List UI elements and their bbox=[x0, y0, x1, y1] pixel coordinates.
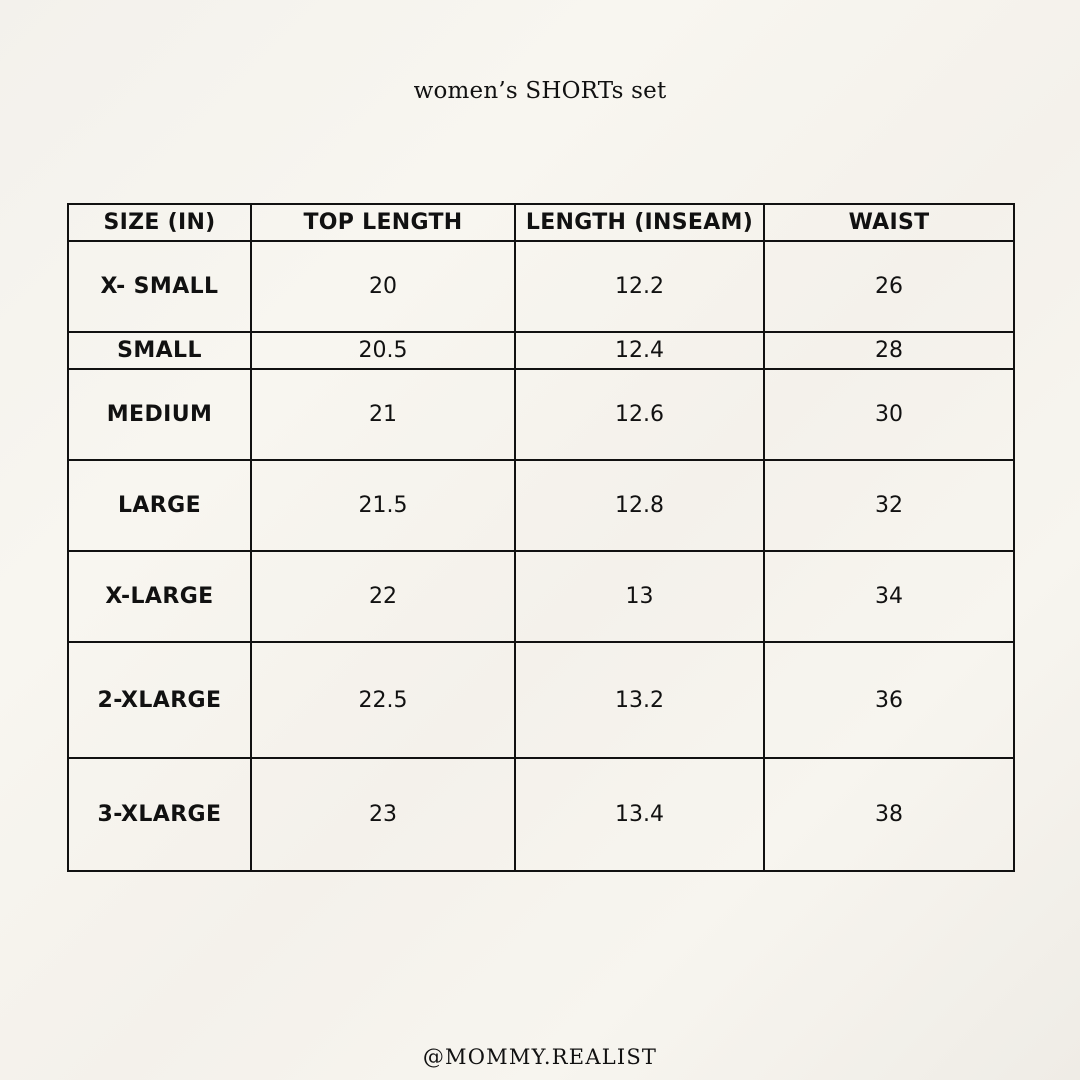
header-waist: WAIST bbox=[764, 204, 1014, 241]
header-top-length: TOP LENGTH bbox=[251, 204, 515, 241]
top-length-cell: 21 bbox=[251, 369, 515, 460]
waist-cell: 34 bbox=[764, 551, 1014, 642]
waist-cell: 30 bbox=[764, 369, 1014, 460]
page-title: women’s SHORTs set bbox=[413, 78, 667, 104]
waist-cell: 36 bbox=[764, 642, 1014, 758]
top-length-cell: 20 bbox=[251, 241, 515, 332]
waist-cell: 28 bbox=[764, 332, 1014, 369]
top-length-cell: 21.5 bbox=[251, 460, 515, 551]
size-cell: 2-XLARGE bbox=[68, 642, 251, 758]
table-row bbox=[68, 332, 1014, 369]
inseam-cell: 12.6 bbox=[515, 369, 764, 460]
inseam-cell: 13.4 bbox=[515, 758, 764, 871]
table-row bbox=[68, 460, 1014, 551]
table-row bbox=[68, 241, 1014, 332]
table-header-row bbox=[68, 204, 1014, 241]
table-row bbox=[68, 551, 1014, 642]
top-length-cell: 22 bbox=[251, 551, 515, 642]
footer-handle: @MOMMY.REALIST bbox=[422, 1045, 658, 1069]
header-size: SIZE (IN) bbox=[68, 204, 251, 241]
inseam-cell: 12.2 bbox=[515, 241, 764, 332]
waist-cell: 38 bbox=[764, 758, 1014, 871]
inseam-cell: 12.8 bbox=[515, 460, 764, 551]
size-cell: LARGE bbox=[68, 460, 251, 551]
inseam-cell: 12.4 bbox=[515, 332, 764, 369]
table-row bbox=[68, 642, 1014, 758]
top-length-cell: 23 bbox=[251, 758, 515, 871]
table-row bbox=[68, 758, 1014, 871]
size-cell: 3-XLARGE bbox=[68, 758, 251, 871]
size-cell: X- SMALL bbox=[68, 241, 251, 332]
size-cell: X-LARGE bbox=[68, 551, 251, 642]
top-length-cell: 20.5 bbox=[251, 332, 515, 369]
top-length-cell: 22.5 bbox=[251, 642, 515, 758]
header-inseam-length: LENGTH (INSEAM) bbox=[515, 204, 764, 241]
size-cell: MEDIUM bbox=[68, 369, 251, 460]
waist-cell: 26 bbox=[764, 241, 1014, 332]
inseam-cell: 13 bbox=[515, 551, 764, 642]
inseam-cell: 13.2 bbox=[515, 642, 764, 758]
waist-cell: 32 bbox=[764, 460, 1014, 551]
size-cell: SMALL bbox=[68, 332, 251, 369]
size-chart-table bbox=[67, 203, 1015, 872]
table-row bbox=[68, 369, 1014, 460]
